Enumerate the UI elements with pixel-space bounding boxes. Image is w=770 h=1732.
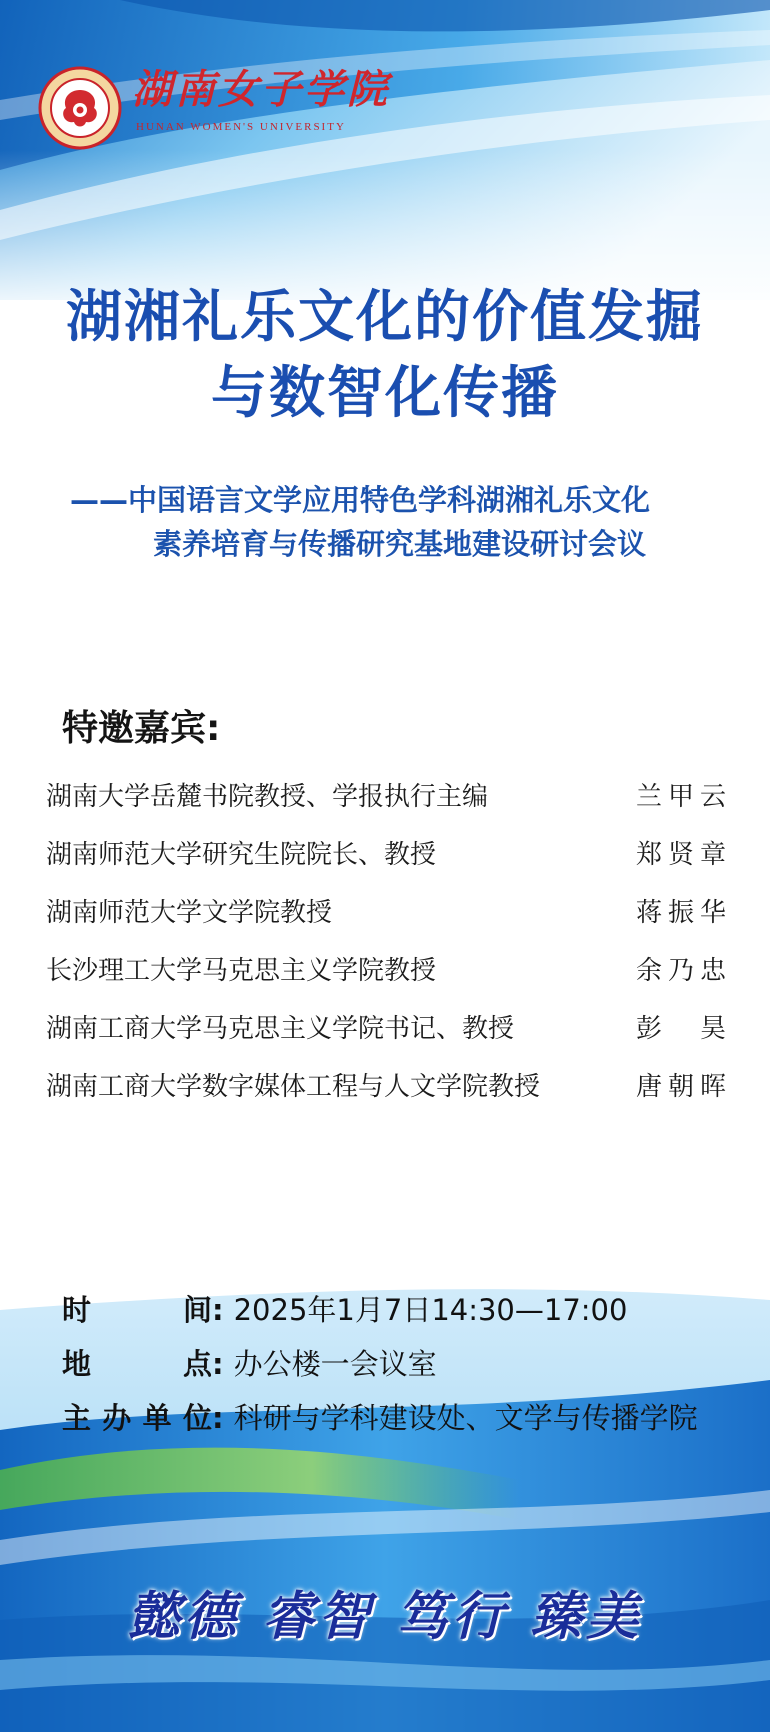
guest-title: 湖南大学岳麓书院教授、学报执行主编	[46, 782, 489, 812]
guest-name: 郑贤章	[636, 840, 726, 870]
time-value: 2025年1月7日14:30—17:00	[233, 1293, 628, 1327]
time-label: 时间	[62, 1293, 212, 1327]
guests-heading: 特邀嘉宾:	[62, 708, 221, 749]
info-time: 时间: 2025年1月7日14:30—17:00	[62, 1288, 627, 1329]
guest-row	[46, 776, 726, 816]
main-title	[0, 280, 770, 432]
guest-title: 湖南工商大学数字媒体工程与人文学院教授	[46, 1072, 541, 1102]
subtitle-line-2: 素养培育与传播研究基地建设研讨会议	[153, 527, 647, 561]
place-value: 办公楼一会议室	[233, 1347, 437, 1381]
slogan: 懿德 睿智 笃行 臻美	[127, 1586, 643, 1647]
guest-name: 兰甲云	[636, 782, 726, 812]
guest-name: 蒋振华	[636, 898, 726, 928]
university-name-en: HUNAN WOMEN'S UNIVERSITY	[136, 121, 346, 133]
guest-name: 唐朝晖	[636, 1072, 726, 1102]
main-title-line-2: 与数智化传播	[211, 361, 559, 426]
guest-row	[46, 950, 726, 990]
university-name-cn: 湖南女子学院	[132, 66, 390, 113]
info-host: 主办单位: 科研与学科建设处、文学与传播学院	[62, 1396, 698, 1437]
guest-row	[46, 1008, 726, 1048]
guest-name: 余乃忠	[636, 956, 726, 986]
place-label: 地点	[62, 1347, 212, 1381]
subtitle-line-1: ——中国语言文学应用特色学科湖湘礼乐文化	[70, 483, 651, 517]
guest-row	[46, 892, 726, 932]
university-seal-icon	[38, 66, 122, 150]
info-place: 地点: 办公楼一会议室	[62, 1342, 437, 1383]
guest-row	[46, 1066, 726, 1106]
guest-row	[46, 834, 726, 874]
guest-title: 湖南工商大学马克思主义学院书记、教授	[46, 1014, 515, 1044]
guest-title: 长沙理工大学马克思主义学院教授	[46, 956, 437, 986]
host-label: 主办单位	[62, 1401, 212, 1435]
main-title-line-1: 湖湘礼乐文化的价值发掘	[66, 285, 704, 350]
host-value: 科研与学科建设处、文学与传播学院	[233, 1401, 698, 1435]
guest-title: 湖南师范大学研究生院院长、教授	[46, 840, 437, 870]
guest-title: 湖南师范大学文学院教授	[46, 898, 333, 928]
guest-name: 彭 昊	[636, 1014, 726, 1044]
